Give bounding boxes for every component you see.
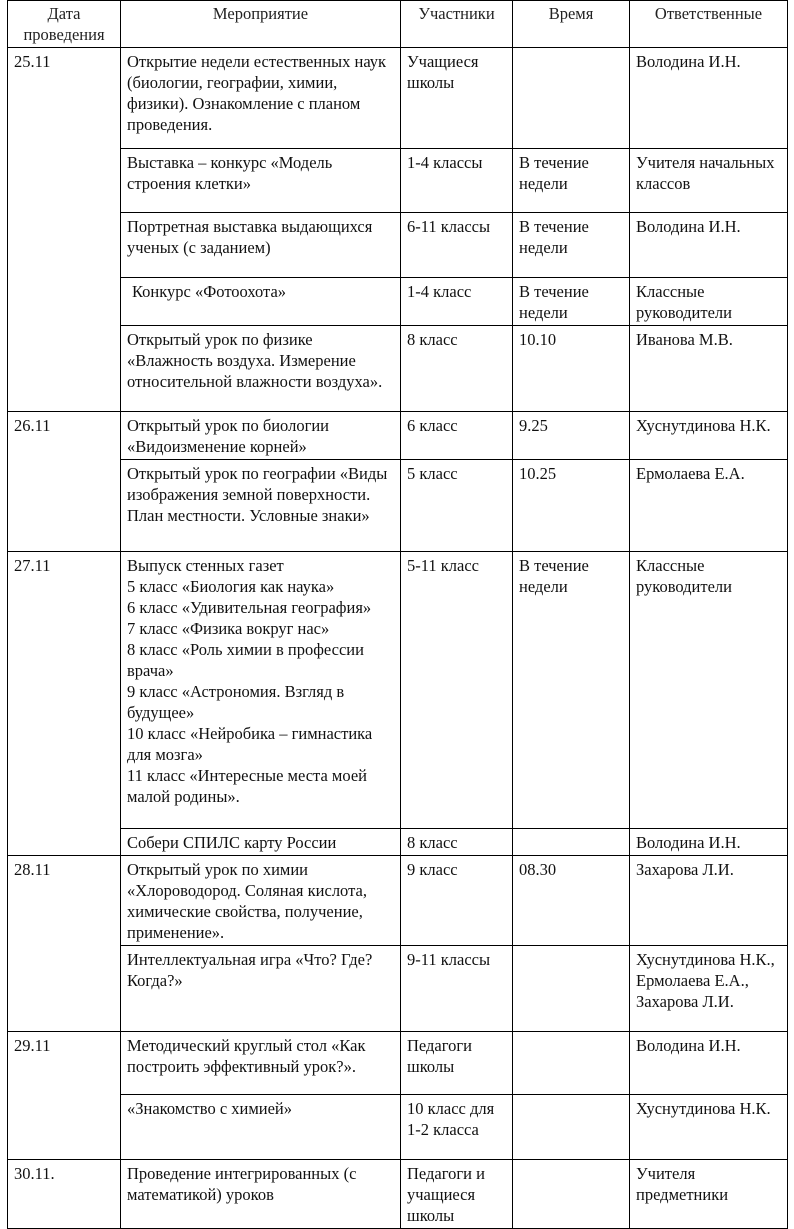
header-time: Время: [513, 1, 630, 48]
table-row: [8, 460, 788, 552]
time-cell: [513, 1095, 630, 1160]
header-responsible: Ответственные: [630, 1, 788, 48]
responsible-cell: Хуснутдинова Н.К.: [630, 412, 788, 460]
time-cell: [513, 1032, 630, 1095]
participants-cell: 1-4 классы: [401, 149, 513, 213]
schedule-page: [7, 0, 787, 1229]
event-cell: Конкурс «Фотоохота»: [121, 278, 401, 326]
date-cell: 30.11.: [8, 1160, 121, 1229]
time-cell: [513, 48, 630, 149]
responsible-cell: Володина И.Н.: [630, 213, 788, 278]
participants-cell: Учащиеся школы: [401, 48, 513, 149]
participants-cell: Педагоги школы: [401, 1032, 513, 1095]
header-event: Мероприятие: [121, 1, 401, 48]
date-cell: 29.11: [8, 1032, 121, 1160]
participants-cell: 10 класс для 1-2 класса: [401, 1095, 513, 1160]
time-cell: [513, 946, 630, 1032]
date-cell: 28.11: [8, 856, 121, 1032]
responsible-cell: Володина И.Н.: [630, 48, 788, 149]
responsible-cell: Иванова М.В.: [630, 326, 788, 412]
time-cell: 10.10: [513, 326, 630, 412]
responsible-cell: Хуснутдинова Н.К., Ермолаева Е.А., Захарова Л.И.: [630, 946, 788, 1032]
table-row: [8, 1095, 788, 1160]
participants-cell: 8 класс: [401, 829, 513, 856]
responsible-cell: Классные руководители: [630, 552, 788, 829]
event-cell: Открытый урок по химии «Хлороводород. Соляная кислота, химические свойства, получение, применение».: [121, 856, 401, 946]
event-cell: Выставка – конкурс «Модель строения клетки»: [121, 149, 401, 213]
event-cell: Выпуск стенных газет 5 класс «Биология как наука» 6 класс «Удивительная география» 7 класс «Физика вокруг нас» 8 класс «Роль химии в профессии врача» 9 класс «Астрономия. Взгляд в будущее» 10 класс «Нейробика – гимнастика для мозга» 11 класс «Интересные места моей малой родины».: [121, 552, 401, 829]
time-cell: [513, 829, 630, 856]
date-cell: 25.11: [8, 48, 121, 412]
table-header-row: [8, 1, 788, 48]
events-schedule-table: [7, 0, 788, 1229]
event-cell: Портретная выставка выдающихся ученых (с заданием): [121, 213, 401, 278]
time-cell: 10.25: [513, 460, 630, 552]
time-cell: В течение недели: [513, 278, 630, 326]
header-participants: Участники: [401, 1, 513, 48]
participants-cell: 9-11 классы: [401, 946, 513, 1032]
event-cell: Методический круглый стол «Как построить эффективный урок?».: [121, 1032, 401, 1095]
table-row: [8, 412, 788, 460]
table-row: [8, 149, 788, 213]
table-row: [8, 552, 788, 829]
time-cell: В течение недели: [513, 552, 630, 829]
participants-cell: Педагоги и учащиеся школы: [401, 1160, 513, 1229]
header-date: Дата проведения: [8, 1, 121, 48]
participants-cell: 6-11 классы: [401, 213, 513, 278]
time-cell: 08.30: [513, 856, 630, 946]
time-cell: 9.25: [513, 412, 630, 460]
participants-cell: 8 класс: [401, 326, 513, 412]
time-cell: В течение недели: [513, 213, 630, 278]
participants-cell: 5 класс: [401, 460, 513, 552]
responsible-cell: Учителя предметники: [630, 1160, 788, 1229]
participants-cell: 1-4 класс: [401, 278, 513, 326]
table-row: [8, 326, 788, 412]
table-row: [8, 48, 788, 149]
table-row: [8, 946, 788, 1032]
responsible-cell: Хуснутдинова Н.К.: [630, 1095, 788, 1160]
event-cell: Интеллектуальная игра «Что? Где? Когда?»: [121, 946, 401, 1032]
responsible-cell: Учителя начальных классов: [630, 149, 788, 213]
responsible-cell: Володина И.Н.: [630, 829, 788, 856]
date-cell: 27.11: [8, 552, 121, 856]
participants-cell: 9 класс: [401, 856, 513, 946]
table-row: [8, 213, 788, 278]
event-cell: Открытие недели естественных наук (биологии, географии, химии, физики). Ознакомление с планом проведения.: [121, 48, 401, 149]
event-cell: Проведение интегрированных (с математикой) уроков: [121, 1160, 401, 1229]
responsible-cell: Захарова Л.И.: [630, 856, 788, 946]
table-row: [8, 278, 788, 326]
event-cell: «Знакомство с химией»: [121, 1095, 401, 1160]
event-cell: Открытый урок по биологии «Видоизменение корней»: [121, 412, 401, 460]
table-row: [8, 856, 788, 946]
time-cell: В течение недели: [513, 149, 630, 213]
responsible-cell: Классные руководители: [630, 278, 788, 326]
responsible-cell: Володина И.Н.: [630, 1032, 788, 1095]
table-row: [8, 1160, 788, 1229]
participants-cell: 5-11 класс: [401, 552, 513, 829]
participants-cell: 6 класс: [401, 412, 513, 460]
event-cell: Собери СПИЛС карту России: [121, 829, 401, 856]
event-cell: Открытый урок по географии «Виды изображения земной поверхности. План местности. Условные знаки»: [121, 460, 401, 552]
event-cell: Открытый урок по физике «Влажность воздуха. Измерение относительной влажности воздуха».: [121, 326, 401, 412]
time-cell: [513, 1160, 630, 1229]
date-cell: 26.11: [8, 412, 121, 552]
table-row: [8, 829, 788, 856]
responsible-cell: Ермолаева Е.А.: [630, 460, 788, 552]
table-row: [8, 1032, 788, 1095]
